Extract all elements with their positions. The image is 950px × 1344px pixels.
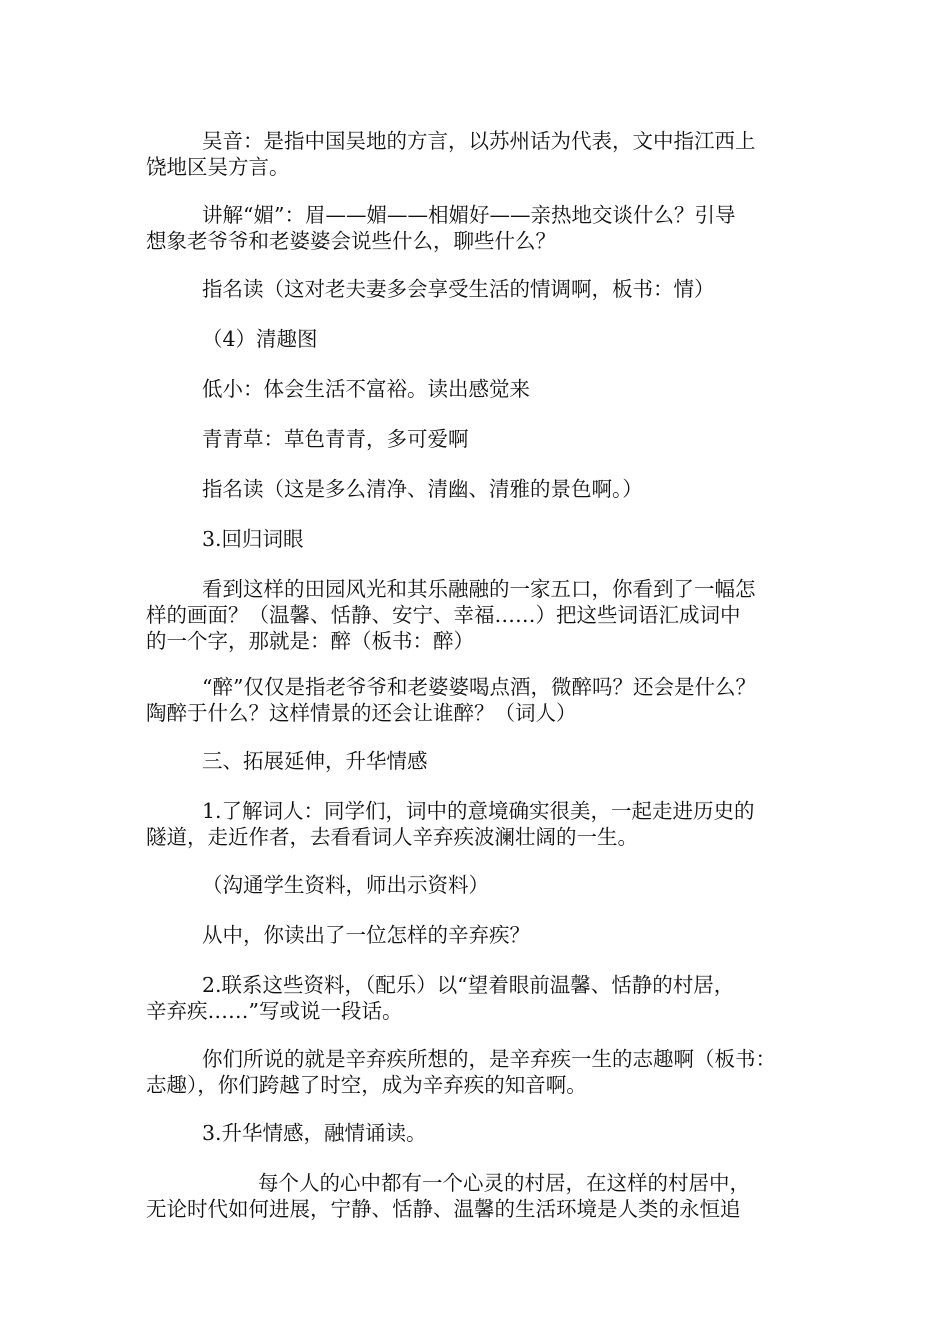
- paragraph-line: 吴音：是指中国吴地的方言，以苏州话为代表，文中指江西上: [202, 129, 756, 153]
- paragraph-line: “醉”仅仅是指老爷爷和老婆婆喝点酒，微醉吗？还会是什么？: [202, 675, 756, 699]
- paragraph-line: 1.了解词人：同学们，词中的意境确实很美，一起走进历史的: [202, 799, 755, 823]
- paragraph-line: 2.联系这些资料，（配乐）以“望着眼前温馨、恬静的村居，: [202, 973, 735, 997]
- paragraph-lianxi: [146, 972, 810, 1024]
- paragraph-line: 隧道，走近作者，去看看词人辛弃疾波澜壮阔的一生。: [146, 825, 638, 849]
- paragraph-line: 想象老爷爷和老婆婆会说些什么，聊些什么？: [146, 229, 556, 253]
- paragraph-line: 志趣），你们跨越了时空，成为辛弃疾的知音啊。: [146, 1073, 587, 1097]
- paragraph-dixiao: [146, 376, 810, 402]
- paragraph-section-three: [146, 748, 810, 774]
- paragraph-zhiqu: [146, 1046, 810, 1098]
- paragraph-zui: [146, 674, 810, 726]
- paragraph-line: 3.回归词眼: [202, 527, 304, 551]
- paragraph-line: 指名读（这对老夫妻多会享受生活的情调啊，板书：情）: [202, 277, 715, 301]
- paragraph-congzhong: [146, 922, 810, 948]
- paragraph-line: 看到这样的田园风光和其乐融融的一家五口，你看到了一幅怎: [202, 577, 756, 601]
- paragraph-line: 指名读（这是多么清净、清幽、清雅的景色啊。）: [202, 477, 643, 501]
- paragraph-mei-explanation: [146, 202, 810, 254]
- paragraph-line: 的一个字，那就是：醉（板书：醉）: [146, 629, 474, 653]
- paragraph-line: （沟通学生资料，师出示资料）: [202, 873, 489, 897]
- paragraph-xinling-cunju: [146, 1170, 810, 1222]
- paragraph-read-aloud-2: [146, 476, 810, 502]
- paragraph-line: 三、拓展延伸，升华情感: [202, 749, 428, 773]
- paragraph-tianyuan: [146, 576, 810, 654]
- paragraph-read-aloud-1: [146, 276, 810, 302]
- paragraph-line: 3.升华情感，融情诵读。: [202, 1121, 427, 1145]
- paragraph-wu-yin: [146, 128, 810, 180]
- paragraph-line: 每个人的心中都有一个心灵的村居，在这样的村居中，: [258, 1171, 750, 1195]
- paragraph-line: 样的画面？（温馨、恬静、安宁、幸福……）把这些词语汇成词中: [146, 603, 741, 627]
- paragraph-line: 低小：体会生活不富裕。读出感觉来: [202, 377, 530, 401]
- paragraph-line: 辛弃疾……”写或说一段话。: [146, 999, 403, 1023]
- paragraph-cirren: [146, 798, 810, 850]
- paragraph-line: 无论时代如何进展，宁静、恬静、温馨的生活环境是人类的永恒追: [146, 1197, 741, 1221]
- paragraph-line: 青青草：草色青青，多可爱啊: [202, 427, 469, 451]
- paragraph-heading-qingqu: [146, 326, 810, 352]
- paragraph-line: 从中，你读出了一位怎样的辛弃疾？: [202, 923, 530, 947]
- paragraph-shenghua: [146, 1120, 810, 1146]
- paragraph-line: 陶醉于什么？这样情景的还会让谁醉？（词人）: [146, 701, 577, 725]
- paragraph-line: （4）清趣图: [202, 327, 318, 351]
- paragraph-heading-ciyan: [146, 526, 810, 552]
- paragraph-goutong: [146, 872, 810, 898]
- paragraph-line: 你们所说的就是辛弃疾所想的，是辛弃疾一生的志趣啊（板书：: [202, 1047, 776, 1071]
- paragraph-line: 饶地区吴方言。: [146, 155, 290, 179]
- paragraph-line: 讲解“媚”：眉——媚——相媚好——亲热地交谈什么？引导: [202, 203, 736, 227]
- paragraph-qingqingcao: [146, 426, 810, 452]
